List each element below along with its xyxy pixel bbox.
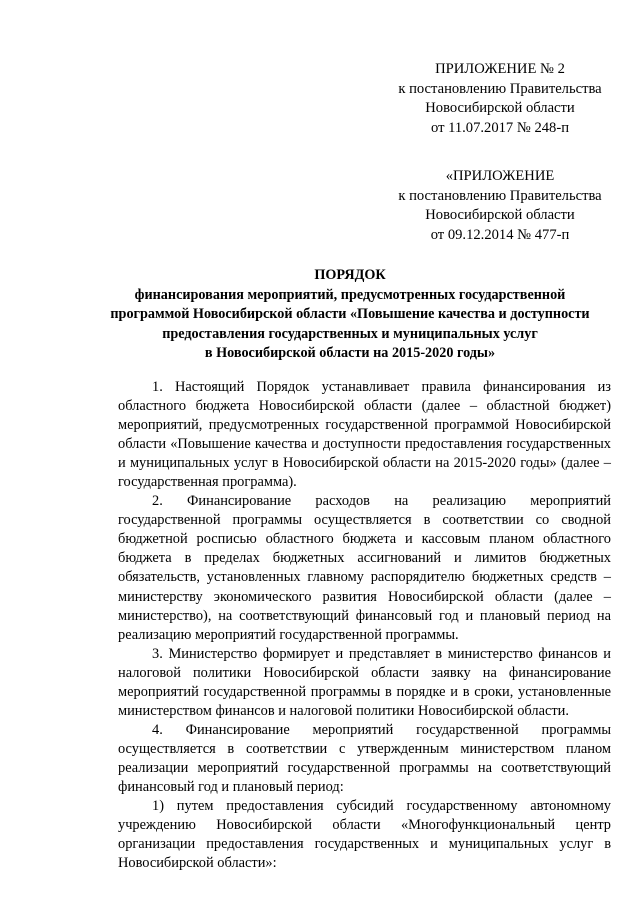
appendix-header-current [386,60,614,138]
appendix-title: «ПРИЛОЖЕНИЕ [445,168,555,184]
appendix-line: к постановлению Правительства [398,187,602,204]
paragraph-4-item-1: 1) путем предоставления субсидий государственному автономному учреждению Новосибирской области «Многофункциональный центр организации предоставления государственных и муниципальных услуг в Новосибирской области»: [118,798,611,872]
appendix-line: Новосибирской области [425,207,575,224]
document-title: ПОРЯДОК [314,267,386,283]
appendix-date-number: от 09.12.2014 № 477-п [430,226,570,243]
paragraph-3: 3. Министерство формирует и представляет в министерство финансов и налоговой политики Новосибирской области заявку на финансирование мероприятий государственной программы в порядке и в сроки, установленные министерством финансов и налоговой политики Новосибирской области. [118,645,611,719]
appendix-title: ПРИЛОЖЕНИЕ № 2 [435,61,565,77]
appendix-line: к постановлению Правительства [398,80,602,97]
appendix-line: Новосибирской области [425,100,575,117]
document-subtitle-line: программой Новосибирской области «Повышение качества и доступности [110,306,590,322]
appendix-date-number: от 11.07.2017 № 248-п [430,119,570,136]
document-subtitle-line: финансирования мероприятий, предусмотренных государственной [134,286,566,303]
appendix-header-original [386,167,614,245]
paragraph-2: 2. Финансирование расходов на реализацию мероприятий государственной программы осуществляется в соответствии со сводной бюджетной росписью областного бюджета и кассовым планом областного бюджета в пределах бюджетных ассигнований и лимитов бюджетных обязательств, установленных главному распорядителю бюджетных средств – министерству экономического развития Новосибирской области (далее – министерство), на соответствующий финансовый год и плановый период на реализацию мероприятий государственной программы. [118,493,611,643]
paragraph-1: 1. Настоящий Порядок устанавливает правила финансирования из областного бюджета Новосибирской области (далее – областной бюджет) мероприятий, предусмотренных государственной программой Новосибирской области «Повышение качества и доступности предоставления государственных и муниципальных услуг в Новосибирской области на 2015-2020 годы» (далее – государственная программа). [118,379,611,491]
document-body [118,378,611,873]
document-heading [60,266,640,364]
document-subtitle-line: предоставления государственных и муниципальных услуг [162,325,538,342]
paragraph-4: 4. Финансирование мероприятий государственной программы осуществляется в соответствии с утвержденным министерством планом реализации мероприятий государственной программы на соответствующий финансовый год и плановый период: [118,721,611,795]
document-subtitle-line: в Новосибирской области на 2015-2020 годы» [204,345,496,361]
